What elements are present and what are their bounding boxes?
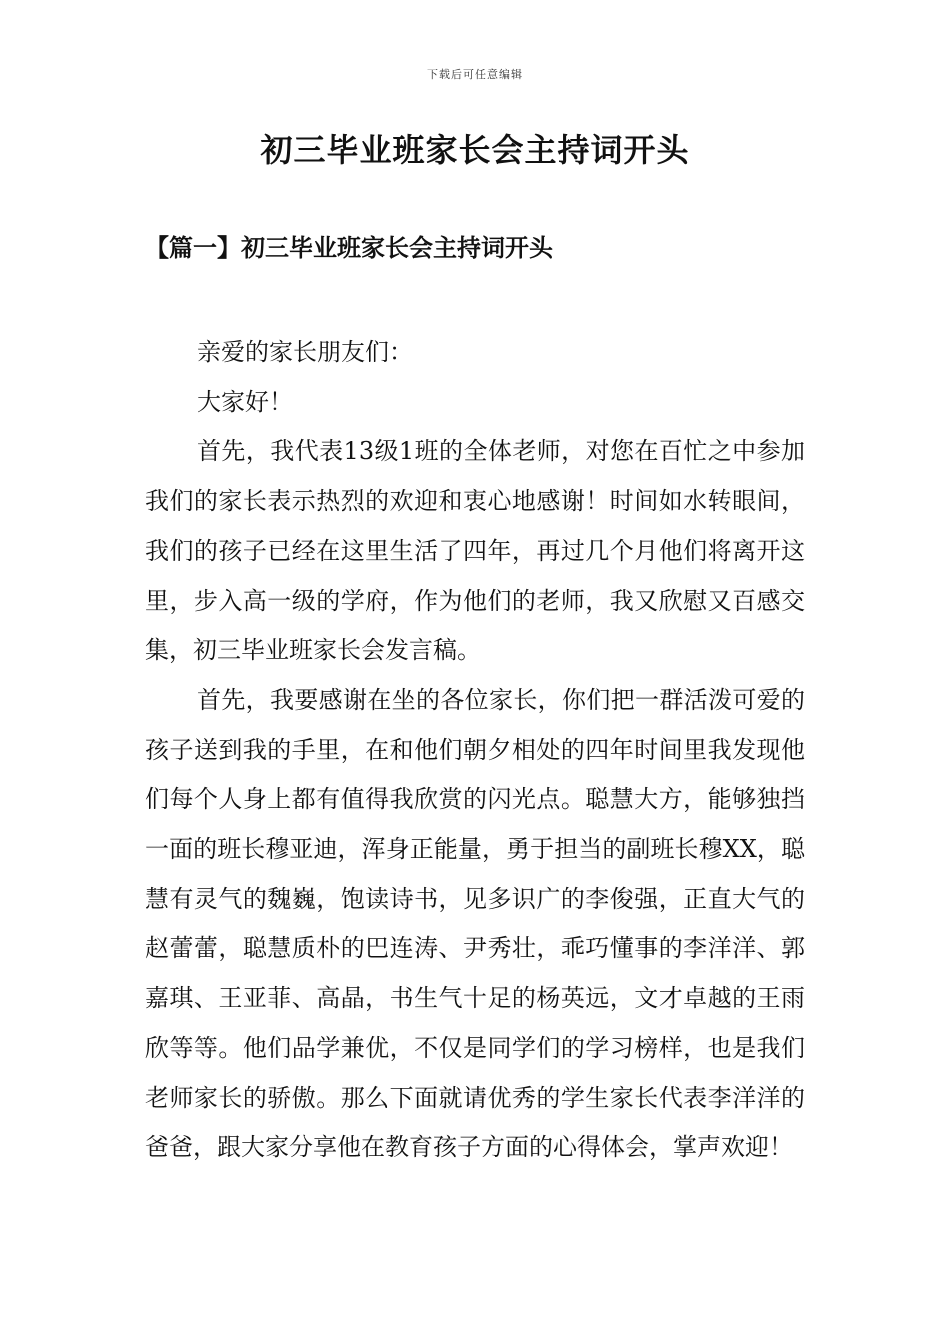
section-heading: 【篇一】初三毕业班家长会主持词开头 [145,233,553,262]
body-paragraph: 首先，我要感谢在坐的各位家长，你们把一群活泼可爱的孩子送到我的手里，在和他们朝夕相处的四年时间里我发现他们每个人身上都有值得我欣赏的闪光点。聪慧大方，能够独挡一面的班长穆亚迪，浑身正能量，勇于担当的副班长穆XX，聪慧有灵气的魏巍，饱读诗书，见多识广的李俊强，正直大气的赵蕾蕾，聪慧质朴的巴连涛、尹秀壮，乖巧懂事的李洋洋、郭嘉琪、王亚菲、高晶，书生气十足的杨英远，文才卓越的王雨欣等等。他们品学兼优，不仅是同学们的学习榜样，也是我们老师家长的骄傲。那么下面就请优秀的学生家长代表李洋洋的爸爸，跟大家分享他在教育孩子方面的心得体会，掌声欢迎！ [145,685,805,1162]
document-title: 初三毕业班家长会主持词开头 [260,131,690,169]
header-note: 下载后可任意编辑 [427,68,523,81]
greeting-paragraph: 亲爱的家长朋友们： [197,338,413,366]
document-body [145,328,805,1173]
body-paragraph: 首先，我代表13级1班的全体老师，对您在百忙之中参加我们的家长表示热烈的欢迎和衷心地感谢！时间如水转眼间，我们的孩子已经在这里生活了四年，再过几个月他们将离开这里，步入高一级的学府，作为他们的老师，我又欣慰又百感交集，初三毕业班家长会发言稿。 [145,437,805,665]
hello-paragraph: 大家好！ [197,387,293,416]
